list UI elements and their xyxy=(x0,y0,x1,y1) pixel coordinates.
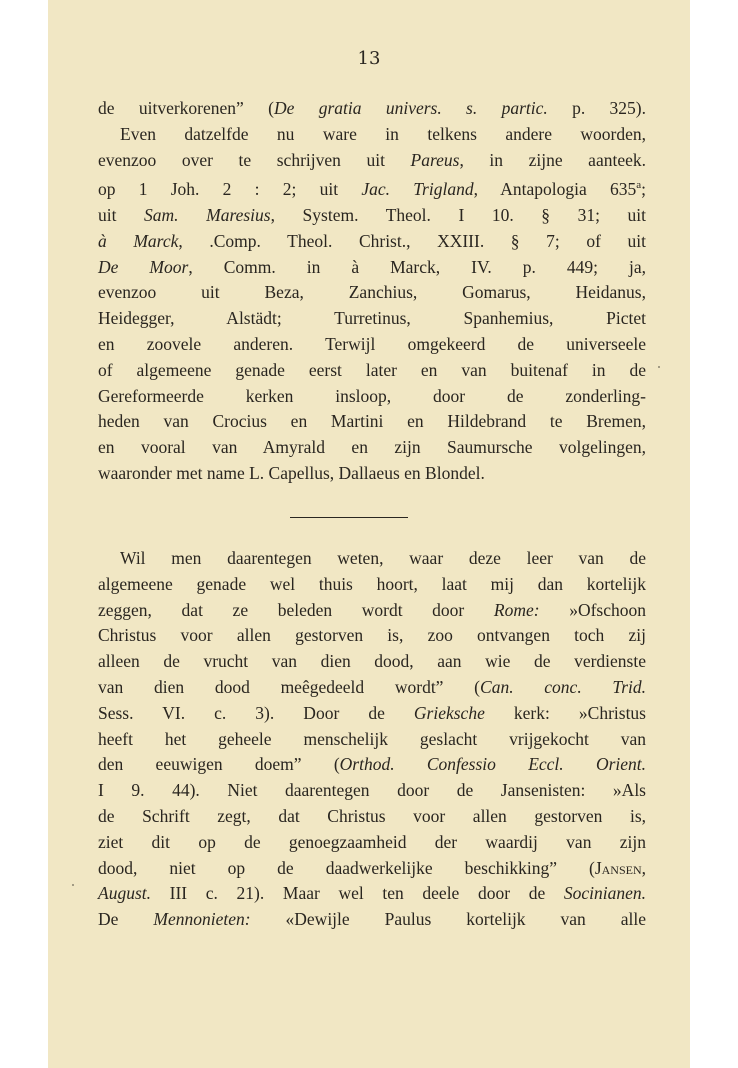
text-line: de uitverkorenen” (De gratia univers. s. partic. p. 325). xyxy=(98,98,646,118)
text-line: of algemeene genade eerst later en van buitenaf in de xyxy=(98,359,646,380)
text-line: de Schrift zegt, dat Christus voor allen gestorven is, xyxy=(98,805,646,826)
text-line: evenzoo over te schrijven uit Pareus, in zijne aanteek. xyxy=(98,149,646,170)
text-line: heden van Crocius en Martini en Hildebrand te Bremen, xyxy=(98,411,646,432)
text-line: waaronder met name L. Capellus, Dallaeus en Blondel. xyxy=(98,462,485,483)
text-line: ziet dit op de genoegzaamheid der waardij van zijn xyxy=(98,831,646,852)
paper-speck xyxy=(72,884,74,886)
text-line: Christus voor allen gestorven is, zoo ontvangen toch zij xyxy=(98,625,646,646)
text-line: De Moor, Comm. in à Marck, IV. p. 449; ja, xyxy=(98,256,647,277)
text-line: alleen de vrucht van dien dood, aan wie de verdienste xyxy=(98,651,646,672)
text-line: uit Sam. Maresius, System. Theol. I 10. § 31; uit xyxy=(98,205,646,226)
text-line: en vooral van Amyrald en zijn Saumursche volgelingen, xyxy=(98,437,646,458)
text-line: I 9. 44). Niet daarentegen door de Jansenisten: »Als xyxy=(98,780,646,801)
page-number: 13 xyxy=(357,48,381,69)
text-line: den eeuwigen doem” (Orthod. Confessio Eccl. Orient. xyxy=(98,754,647,775)
book-page xyxy=(48,0,690,1068)
text-line: Sess. VI. c. 3). Door de Grieksche kerk: »Christus xyxy=(98,702,646,723)
paragraph-2 xyxy=(98,546,646,933)
text-line: van dien dood meêgedeeld wordt” (Can. conc. Trid. xyxy=(98,676,646,697)
text-line: heeft het geheele menschelijk geslacht vrijgekocht van xyxy=(98,728,646,749)
text-line: Even datzelfde nu ware in telkens andere woorden, xyxy=(120,123,646,144)
text-line: dood, niet op de daadwerkelijke beschikking” (Jansen, xyxy=(98,857,646,878)
text-line: en zoovele anderen. Terwijl omgekeerd de universeele xyxy=(98,334,646,354)
text-line: à Marck, .Comp. Theol. Christ., XXIII. § 7; of uit xyxy=(98,230,646,251)
text-line: op 1 Joh. 2 : 2; uit Jac. Trigland, Antapologia 635$^a$; xyxy=(98,179,647,200)
paper-speck xyxy=(658,366,660,368)
section-divider xyxy=(290,517,408,518)
text-line: Gereformeerde kerken insloop, door de zonderling- xyxy=(98,385,646,406)
text-line: evenzoo uit Beza, Zanchius, Gomarus, Heidanus, xyxy=(98,282,646,303)
paragraph-1 xyxy=(98,96,646,487)
text-line: Heidegger, Alstädt; Turretinus, Spanhemius, Pictet xyxy=(98,308,646,329)
text-line: Wil men daarentegen weten, waar deze leer van de xyxy=(120,548,646,568)
text-line: De Mennonieten: «Dewijle Paulus kortelijk van alle xyxy=(98,909,647,930)
text-line: zeggen, dat ze beleden wordt door Rome: »Ofschoon xyxy=(98,599,646,620)
text-line: algemeene genade wel thuis hoort, laat mij dan kortelijk xyxy=(98,573,646,594)
text-line: August. III c. 21). Maar wel ten deele door de Socinianen. xyxy=(98,883,646,904)
